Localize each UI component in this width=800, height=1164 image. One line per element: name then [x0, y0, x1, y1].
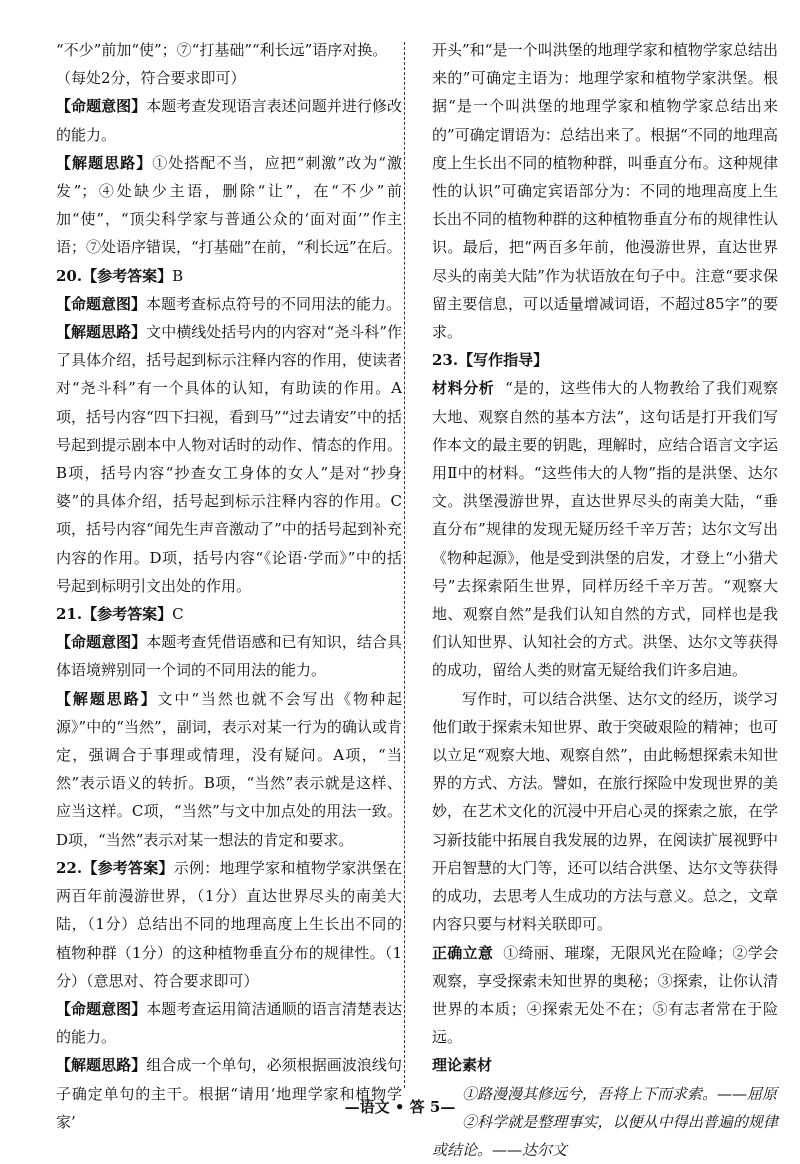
themes-label: 正确立意 [432, 943, 494, 962]
question-number: 23. [432, 351, 459, 370]
material-analysis-text: “是的，这些伟大的人物教给了我们观察大地、观察自然的基本方法”，这句话是打开我们写作本文的最主要的钥匙，理解时，应结合语言文字运用Ⅱ中的材料。“这些伟大的人物”指的是洪堡、达尔文。洪堡漫游世界，直达世界尽头的南美大陆，“垂直分布”规律的发现无疑历经千辛万苦；达尔文写出《物种起源》，他是受到洪堡的启发，才登上“小猎犬号”去探索陌生世界，同样历经千辛万苦。“观察大地、观察自然”是我们认知自然的方式，同样也是我们认知世界、认知社会的方式。洪堡、达尔文等获得的成功，留给人类的财富无疑给我们许多启迪。 [432, 379, 778, 680]
left-column [56, 36, 402, 1136]
idea-label: 【解题思路】 [56, 1056, 147, 1075]
q19-scoring-note: （每处2分，符合要求即可） [56, 69, 246, 88]
answer-text: 示例：地理学家和植物学家洪堡在两百年前漫游世界，（1分）直达世界尽头的南美大陆，（1分）总结出不同的地理高度上生长出不同的植物种群（1分）的这种植物垂直分布的规律性。（1分）（意思对、符合要求即可） [56, 858, 402, 990]
q22-intent [56, 995, 402, 1051]
idea-label: 【解题思路】 [56, 323, 147, 342]
idea-text: 文中横线处括号内的内容对“尧斗科”作了具体介绍，括号起到标示注释内容的作用，使读者对“尧斗科”有一个具体的认知，有助读的作用。A项，括号内容“四下扫视，看到马”“过去请安”中的括号起到提示剧本中人物对话时的动作、情态的作用。B项，括号内容“抄查女工身体的女人”是对“抄身婆”的具体介绍，括号起到标示注释内容的作用。C项，括号内容“闻先生声音激动了”中的括号起到补充内容的作用。D项，括号内容“《论语·学而》”中的括号起到标明引文出处的作用。 [56, 323, 402, 595]
idea-label: 【解题思路】 [56, 153, 153, 172]
question-number: 20. [56, 266, 83, 285]
question-number: 21. [56, 605, 83, 624]
themes-text: ①绮丽、璀璨，无限风光在险峰；②学会观察，享受探索未知世界的奥秘；③探索，让你认清世界的本质；④探索无处不在；⑤有志者常在于险远。 [432, 943, 778, 1047]
q22-idea-continued: 开头”和“是一个叫洪堡的地理学家和植物学家总结出来的”可确定主语为：地理学家和植物学家洪堡。根据“是一个叫洪堡的地理学家和植物学家总结出来的”可确定谓语为：总结出来了。根据“不同的地理高度上生长出不同的植物种群，叫垂直分布。这种规律性的认识”可确定宾语部分为：不同的地理高度上生长出不同的植物种群的这种植物垂直分布的规律性认识。最后，把“两百多年前，他漫游世界，直达世界尽头的南美大陆”作为状语放在句子中。注意“要求保留主要信息，可以适量增减词语，不超过85字”的要求。 [432, 41, 778, 342]
idea-text: 组合成一个单句，必须根据画波浪线句子确定单句的主干。根据“请用‘地理学家和植物学家’ [56, 1056, 402, 1131]
question-number: 22. [56, 858, 83, 877]
intent-text: 本题考查凭借语感和已有知识，结合具体语境辨别同一个词的不同用法的能力。 [56, 633, 402, 680]
q21-idea [56, 685, 402, 854]
q19-intent [56, 92, 402, 148]
answer-text: B [172, 266, 184, 285]
intent-label: 【命题意图】 [56, 633, 147, 652]
material-analysis-label: 材料分析 [432, 379, 495, 398]
answer-label: 【参考答案】 [82, 605, 173, 624]
intent-text: 本题考查标点符号的不同用法的能力。 [146, 294, 402, 313]
writing-guide-label: 【写作指导】 [458, 351, 549, 370]
q21-intent [56, 628, 402, 684]
idea-text: ①处搭配不当，应把“刺激”改为“激发”；④处缺少主语，删除“让”，在“不少”前加“使”，“顶尖科学家与普通公众的‘面对面’”作主语；⑦处语序错误，“打基础”在前，“利长远”在后。 [56, 153, 402, 257]
answer-label: 【参考答案】 [82, 266, 173, 285]
intent-label: 【命题意图】 [56, 294, 147, 313]
q23-material-analysis [432, 374, 778, 684]
intent-text: 本题考查运用简洁通顺的语言清楚表达的能力。 [56, 999, 402, 1047]
answer-label: 【参考答案】 [82, 858, 174, 877]
q20-idea [56, 318, 402, 600]
quote-darwin: ②科学就是整理事实，以便从中得出普遍的规律或结论。——达尔文 [432, 1112, 778, 1159]
intent-label: 【命题意图】 [56, 97, 147, 116]
q19-idea [56, 149, 402, 262]
q23-writing-advice: 写作时，可以结合洪堡、达尔文的经历，谈学习他们敢于探索未知世界、敢于突破艰险的精神；也可以立足“观察大地、观察自然”，由此畅想探索未知世界的方式、方法。譬如，在旅行探险中发现世界的美妙，在艺术文化的沉浸中开启心灵的探索之旅，在学习新技能中拓展自我发展的边界，在阅读扩展视野中开启智慧的大门等，还可以结合洪堡、达尔文等获得的成功，去思考人生成功的方法与意义。总之，文章内容只要与材料关联即可。 [432, 689, 778, 934]
q19-answer-line: “不少”前加“使”；⑦“打基础”“利长远”语序对换。 [56, 41, 388, 59]
intent-text: 本题考查发现语言表述问题并进行修改的能力。 [56, 97, 402, 144]
quote-qu-yuan: ①路漫漫其修远兮，吾将上下而求索。——屈原 [462, 1084, 778, 1103]
q23-themes [432, 939, 778, 1052]
idea-text: 文中“当然也就不会写出《物种起源》”中的“当然”，副词，表示对某一行为的确认或肯定，强调合于事理或情理，没有疑问。A项，“当然”表示语义的转折。B项，“当然”表示就是这样、应当这样。C项，“当然”与文中加点处的用法一致。D项，“当然”表示对某一想法的肯定和要求。 [56, 689, 402, 849]
q20-intent [56, 290, 402, 318]
q22-answer [56, 854, 402, 995]
q20-answer [56, 262, 402, 290]
q22-idea [56, 1051, 402, 1136]
theory-material-label: 理论素材 [432, 1056, 493, 1075]
answer-text: C [172, 605, 184, 624]
right-column [432, 36, 778, 1164]
page-footer: —语文 • 答 5— [344, 1098, 456, 1116]
intent-label: 【命题意图】 [56, 999, 147, 1018]
q23-heading [432, 346, 778, 374]
q21-answer [56, 600, 402, 628]
idea-label: 【解题思路】 [56, 689, 158, 708]
column-divider [404, 42, 405, 1088]
